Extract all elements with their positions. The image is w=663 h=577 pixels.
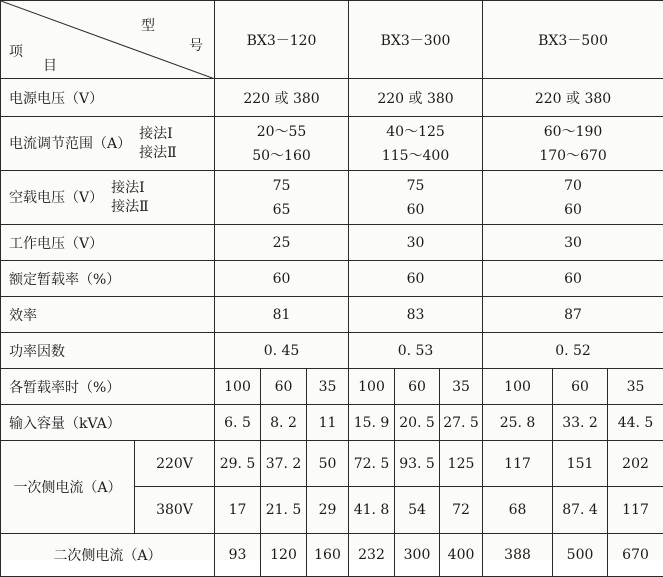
working-voltage-value: 30 [349,225,483,261]
noload-voltage-value: 60 [349,198,482,222]
noload-voltage-label: 空载电压（V） [9,190,103,206]
current-range-value: 50～160 [215,144,348,168]
row-efficiency [1,297,663,333]
row-duty-ratios [1,369,663,405]
row-input-capacity [1,405,663,441]
secondary-current-cell: 500 [553,534,608,577]
secondary-current-cell: 232 [349,534,395,577]
primary-current-cell: 151 [553,441,608,487]
efficiency-label: 效率 [1,297,215,333]
row-secondary-current [1,534,663,577]
efficiency-value: 83 [349,297,483,333]
current-range-value: 115～400 [349,144,482,168]
noload-voltage-value: 65 [215,198,348,222]
primary-voltage-label: 220V [135,441,215,487]
model-header-1: BX3－120 [215,1,349,79]
secondary-current-cell: 300 [395,534,440,577]
working-voltage-value: 30 [483,225,663,261]
primary-current-cell: 117 [483,441,553,487]
rated-duty-value: 60 [483,261,663,297]
noload-voltage-value: 60 [483,198,663,222]
rated-duty-value: 60 [215,261,349,297]
input-capacity-cell: 44. 5 [608,405,663,441]
corner-header-cell [1,1,215,79]
duty-ratio-cell: 100 [483,369,553,405]
rated-duty-label: 额定暂载率（%） [1,261,215,297]
current-range-value: 20～55 [215,120,348,144]
duty-ratio-cell: 60 [261,369,307,405]
primary-voltage-label: 380V [135,487,215,534]
header-row [1,1,663,79]
method-1-label: 接法Ⅰ [111,179,149,198]
model-header-2: BX3－300 [349,1,483,79]
input-capacity-cell: 6. 5 [215,405,261,441]
secondary-current-cell: 670 [608,534,663,577]
supply-voltage-value: 220 或 380 [349,79,483,117]
primary-current-cell: 41. 8 [349,487,395,534]
noload-voltage-cell [483,171,663,225]
method-1-label: 接法Ⅰ [139,125,177,144]
input-capacity-cell: 33. 2 [553,405,608,441]
duty-ratio-cell: 35 [608,369,663,405]
row-supply-voltage [1,79,663,117]
secondary-current-cell: 160 [307,534,349,577]
duty-ratios-label: 各暂载率时（%） [1,369,215,405]
primary-current-cell: 54 [395,487,440,534]
rated-duty-value: 60 [349,261,483,297]
method-2-label: 接法Ⅱ [139,144,177,163]
duty-ratio-cell: 100 [349,369,395,405]
current-range-label: 电流调节范围（A） [9,136,131,152]
primary-current-cell: 93. 5 [395,441,440,487]
secondary-current-cell: 388 [483,534,553,577]
input-capacity-cell: 11 [307,405,349,441]
input-capacity-cell: 20. 5 [395,405,440,441]
corner-head-char: 目 [43,55,57,75]
noload-voltage-cell [215,171,349,225]
primary-current-cell: 29. 5 [215,441,261,487]
duty-ratio-cell: 60 [395,369,440,405]
current-range-methods [139,125,177,163]
diagonal-divider [1,1,215,79]
noload-voltage-methods [111,179,149,217]
efficiency-value: 81 [215,297,349,333]
primary-current-cell: 125 [440,441,483,487]
working-voltage-value: 25 [215,225,349,261]
current-range-cell [349,117,483,171]
primary-current-cell: 117 [608,487,663,534]
input-capacity-cell: 15. 9 [349,405,395,441]
secondary-current-label: 二次侧电流（A） [1,534,215,577]
power-factor-value: 0. 45 [215,333,349,369]
row-power-factor [1,333,663,369]
secondary-current-cell: 93 [215,534,261,577]
supply-voltage-value: 220 或 380 [215,79,349,117]
noload-voltage-label-cell [1,171,215,225]
noload-voltage-cell [349,171,483,225]
working-voltage-label: 工作电压（V） [1,225,215,261]
primary-current-cell: 68 [483,487,553,534]
primary-current-cell: 17 [215,487,261,534]
corner-item-char: 项 [9,41,23,61]
row-current-range [1,117,663,171]
primary-current-cell: 21. 5 [261,487,307,534]
duty-ratio-cell: 35 [440,369,483,405]
current-range-value: 60～190 [483,120,663,144]
row-rated-duty [1,261,663,297]
noload-voltage-value: 70 [483,174,663,198]
primary-current-cell: 72. 5 [349,441,395,487]
current-range-cell [483,117,663,171]
current-range-label-cell [1,117,215,171]
primary-current-cell: 37. 2 [261,441,307,487]
row-noload-voltage [1,171,663,225]
power-factor-label: 功率因数 [1,333,215,369]
duty-ratio-cell: 100 [215,369,261,405]
primary-current-cell: 50 [307,441,349,487]
noload-voltage-value: 75 [215,174,348,198]
power-factor-value: 0. 53 [349,333,483,369]
primary-current-cell: 72 [440,487,483,534]
row-primary-current-220v [1,441,663,487]
primary-current-cell: 29 [307,487,349,534]
current-range-value: 40～125 [349,120,482,144]
efficiency-value: 87 [483,297,663,333]
input-capacity-cell: 27. 5 [440,405,483,441]
corner-number-char: 号 [189,35,203,55]
current-range-value: 170～670 [483,144,663,168]
model-header-3: BX3－500 [483,1,663,79]
method-2-label: 接法Ⅱ [111,198,149,217]
duty-ratio-cell: 35 [307,369,349,405]
supply-voltage-value: 220 或 380 [483,79,663,117]
noload-voltage-value: 75 [349,174,482,198]
primary-current-cell: 202 [608,441,663,487]
power-factor-value: 0. 52 [483,333,663,369]
secondary-current-cell: 400 [440,534,483,577]
secondary-current-cell: 120 [261,534,307,577]
primary-current-cell: 87. 4 [553,487,608,534]
input-capacity-cell: 25. 8 [483,405,553,441]
supply-voltage-label: 电源电压（V） [1,79,215,117]
duty-ratio-cell: 60 [553,369,608,405]
primary-current-label: 一次侧电流（A） [1,441,135,534]
row-working-voltage [1,225,663,261]
input-capacity-label: 输入容量（kVA） [1,405,215,441]
input-capacity-cell: 8. 2 [261,405,307,441]
corner-type-char: 型 [141,15,155,35]
current-range-cell [215,117,349,171]
